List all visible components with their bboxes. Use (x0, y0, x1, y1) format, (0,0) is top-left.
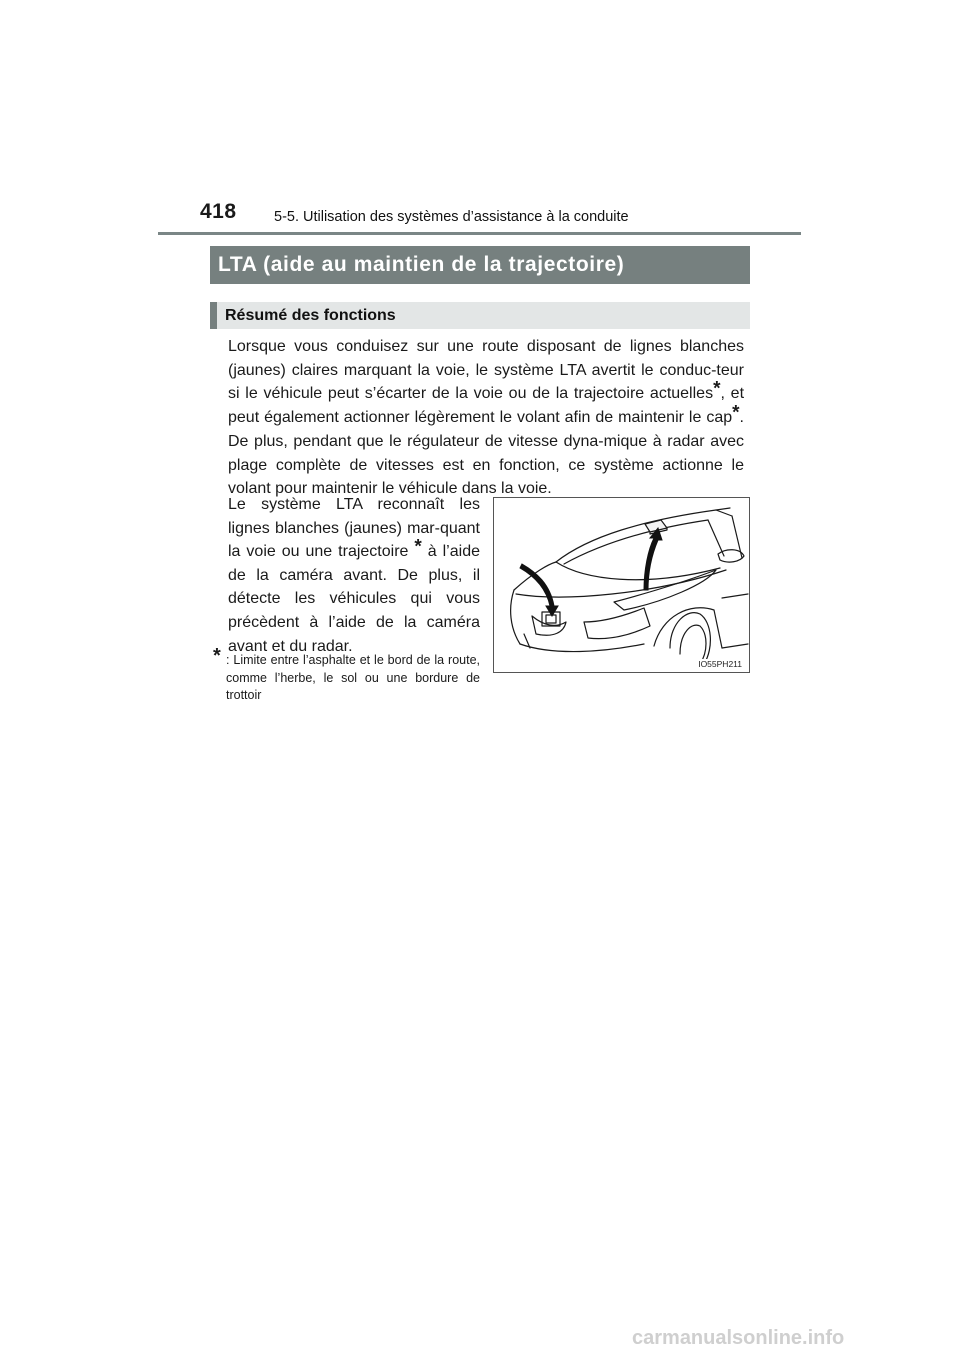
asterisk-mark: * (732, 402, 740, 424)
page-number: 418 (200, 200, 237, 223)
car-drawing (494, 498, 749, 672)
radar-pointer-arrow (520, 564, 558, 616)
side-paragraph (228, 493, 480, 658)
side-text-2: à l’aide de la caméra avant. De plus, il détecte les véhicules qui vous précèdent à l’aide de la caméra avant et du radar. (228, 543, 480, 655)
running-header: 5-5. Utilisation des systèmes d’assistance à la conduite (274, 209, 629, 225)
side-mirror (718, 550, 744, 562)
page-title: LTA (aide au maintien de la trajectoire) (210, 246, 750, 284)
footnote-text: : Limite entre l’asphalte et le bord de la route, comme l’herbe, le sol ou une bordure de trottoir (226, 653, 480, 702)
headlight (614, 570, 716, 610)
body-text-2: , et peut également actionner légèrement le volant afin de maintenir le cap (228, 385, 745, 427)
body-paragraph (228, 335, 744, 501)
footnote (213, 645, 480, 705)
watermark: carmanualsonline.info (632, 1327, 845, 1349)
side-text-1: Le système LTA reconnaît les lignes blanches (jaunes) mar-quant la voie ou une trajectoire (228, 496, 480, 561)
footnote-mark: * (213, 645, 221, 667)
section-heading: Résumé des fonctions (210, 302, 750, 329)
figure-code: IO55PH211 (698, 659, 742, 669)
body-text-1: Lorsque vous conduisez sur une route disposant de lignes blanches (jaunes) claires marquant la voie, le système LTA avertit le conduc-teur si le véhicule peut s’écarter de la voie ou de la trajectoire actuelles (228, 338, 744, 403)
camera-pointer-arrow (644, 528, 662, 590)
body-text-3: . De plus, pendant que le régulateur de vitesse dyna-mique à radar avec plage complète de vitesses est en fonction, ce système actionne le volant pour maintenir le véhicule dans la voie. (228, 409, 744, 498)
header-rule (158, 232, 801, 235)
car-illustration (493, 497, 750, 673)
asterisk-mark: * (414, 536, 422, 558)
asterisk-mark: * (713, 379, 721, 400)
